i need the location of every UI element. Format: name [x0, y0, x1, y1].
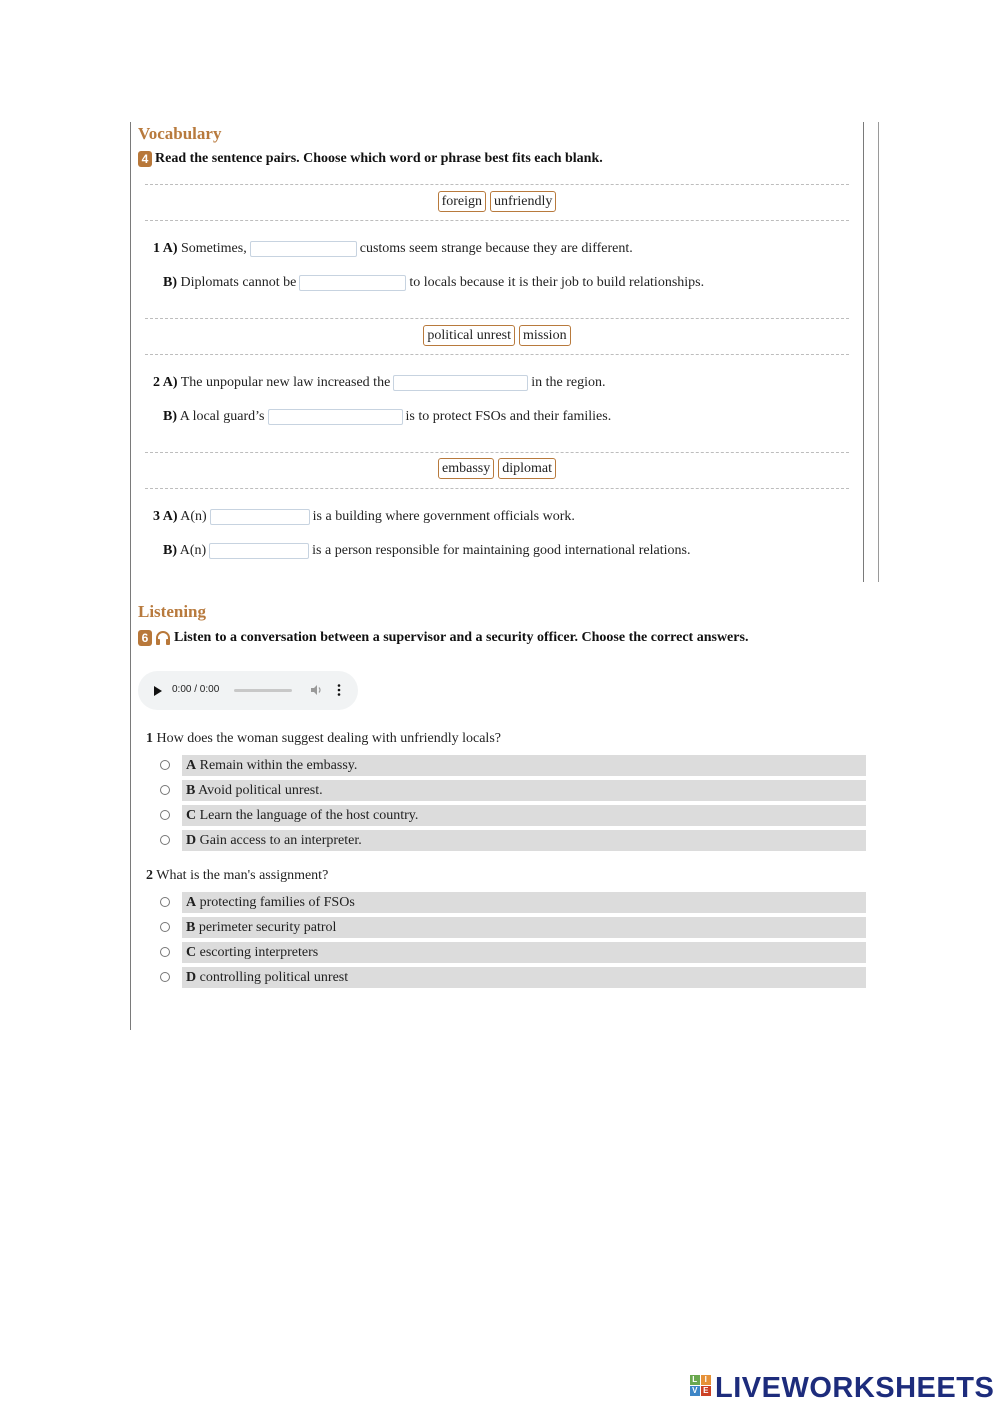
option-text: controlling political unrest — [199, 970, 349, 985]
instruction-text: Listen to a conversation between a supervisor and a security officer. Choose the correct answers. — [174, 630, 749, 646]
option-row[interactable] — [160, 942, 866, 963]
audio-time: 0:00 / 0:00 — [172, 684, 220, 695]
divider — [145, 452, 849, 453]
word-chip[interactable]: mission — [519, 325, 571, 346]
answer-blank[interactable] — [393, 375, 528, 391]
answer-blank[interactable] — [299, 275, 406, 291]
option-label[interactable] — [182, 780, 866, 801]
sentence-text: A(n) — [180, 509, 207, 525]
radio-button[interactable] — [160, 922, 170, 932]
question-1 — [146, 731, 501, 747]
logo-mark-icon: L I V E — [690, 1375, 712, 1397]
sentence-number: B) — [163, 275, 177, 291]
listening-instruction — [138, 630, 748, 646]
logo-text: LIVEWORKSHEETS — [715, 1372, 995, 1404]
sentence-text: Sometimes, — [181, 241, 247, 257]
option-row[interactable] — [160, 805, 866, 826]
option-label[interactable] — [182, 967, 866, 988]
option-row[interactable] — [160, 967, 866, 988]
option-text: Avoid political unrest. — [198, 783, 323, 798]
exercise-number-badge: 6 — [138, 630, 152, 646]
sentence-text: A local guard’s — [179, 409, 265, 425]
sentence-text: Diplomats cannot be — [180, 275, 297, 291]
sentence-number: 3 A) — [153, 509, 178, 525]
radio-button[interactable] — [160, 947, 170, 957]
option-letter: A — [186, 895, 197, 910]
page-border-left — [130, 122, 131, 1030]
option-letter: D — [186, 970, 197, 985]
option-label[interactable] — [182, 830, 866, 851]
divider — [145, 318, 849, 319]
sentence-1b — [163, 275, 704, 291]
sentence-text: is a building where government officials work. — [312, 509, 575, 525]
sentence-text: is to protect FSOs and their families. — [405, 409, 612, 425]
answer-blank[interactable] — [209, 543, 309, 559]
question-2 — [146, 868, 328, 884]
listening-title: Listening — [138, 602, 207, 621]
word-chip[interactable]: foreign — [438, 191, 486, 212]
word-bank — [145, 458, 849, 479]
instruction-text: Read the sentence pairs. Choose which word or phrase best fits each blank. — [155, 151, 603, 167]
option-label[interactable] — [182, 755, 866, 776]
sentence-text: in the region. — [531, 375, 606, 391]
question-text: How does the woman suggest dealing with unfriendly locals? — [156, 731, 501, 746]
option-row[interactable] — [160, 892, 866, 913]
sentence-text: customs seem strange because they are different. — [359, 241, 633, 257]
word-chip[interactable]: unfriendly — [490, 191, 556, 212]
option-text: Remain within the embassy. — [199, 758, 358, 773]
option-letter: B — [186, 920, 196, 935]
play-icon[interactable] — [154, 686, 162, 696]
liveworksheets-logo — [690, 1372, 994, 1404]
sentence-number: B) — [163, 409, 177, 425]
option-text: Learn the language of the host country. — [199, 808, 419, 823]
audio-player[interactable] — [138, 671, 358, 710]
divider — [145, 184, 849, 185]
word-chip[interactable]: political unrest — [423, 325, 515, 346]
page-border-right-inner — [863, 122, 864, 582]
sentence-3a — [153, 509, 575, 525]
option-label[interactable] — [182, 805, 866, 826]
radio-button[interactable] — [160, 972, 170, 982]
page-border-right-outer — [878, 122, 879, 582]
sentence-number: 1 A) — [153, 241, 178, 257]
answer-blank[interactable] — [210, 509, 310, 525]
option-letter: C — [186, 808, 197, 823]
headphones-icon — [155, 630, 171, 646]
divider — [145, 488, 849, 489]
option-letter: A — [186, 758, 197, 773]
vocabulary-instruction — [138, 151, 603, 167]
option-text: escorting interpreters — [199, 945, 319, 960]
sentence-number: 2 A) — [153, 375, 178, 391]
word-bank — [145, 325, 849, 346]
option-row[interactable] — [160, 917, 866, 938]
sentence-1a — [153, 241, 633, 257]
word-chip[interactable]: diplomat — [498, 458, 556, 479]
radio-button[interactable] — [160, 810, 170, 820]
divider — [145, 220, 849, 221]
word-bank — [145, 191, 849, 212]
radio-button[interactable] — [160, 785, 170, 795]
sentence-3b — [163, 543, 690, 559]
sentence-2b — [163, 409, 611, 425]
sentence-text: to locals because it is their job to build relationships. — [409, 275, 705, 291]
question-number: 1 — [146, 731, 153, 746]
answer-blank[interactable] — [268, 409, 403, 425]
option-row[interactable] — [160, 780, 866, 801]
question-text: What is the man's assignment? — [156, 868, 329, 883]
word-chip[interactable]: embassy — [438, 458, 494, 479]
vocabulary-title: Vocabulary — [138, 124, 222, 143]
radio-button[interactable] — [160, 897, 170, 907]
option-label[interactable] — [182, 892, 866, 913]
more-options-icon[interactable] — [337, 684, 341, 696]
sentence-number: B) — [163, 543, 177, 559]
radio-button[interactable] — [160, 760, 170, 770]
option-letter: C — [186, 945, 197, 960]
sentence-text: is a person responsible for maintaining good international relations. — [312, 543, 691, 559]
sentence-text: A(n) — [179, 543, 207, 559]
audio-progress-bar[interactable] — [234, 689, 292, 692]
exercise-number-badge: 4 — [138, 151, 152, 167]
radio-button[interactable] — [160, 835, 170, 845]
option-row[interactable] — [160, 755, 866, 776]
answer-blank[interactable] — [250, 241, 357, 257]
option-letter: B — [186, 783, 196, 798]
sentence-text: The unpopular new law increased the — [180, 375, 391, 391]
option-text: protecting families of FSOs — [199, 895, 355, 910]
option-row[interactable] — [160, 830, 866, 851]
sentence-2a — [153, 375, 606, 391]
option-label[interactable] — [182, 942, 866, 963]
option-label[interactable] — [182, 917, 866, 938]
option-text: perimeter security patrol — [198, 920, 337, 935]
volume-icon[interactable] — [310, 684, 322, 696]
option-text: Gain access to an interpreter. — [199, 833, 362, 848]
question-number: 2 — [146, 868, 153, 883]
option-letter: D — [186, 833, 197, 848]
divider — [145, 354, 849, 355]
